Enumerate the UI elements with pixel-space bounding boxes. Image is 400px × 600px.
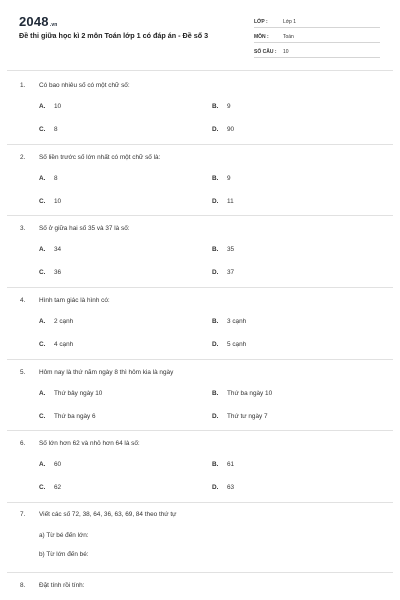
question-divider [7,430,393,431]
question-1-option-b[interactable]: 9 [227,103,231,110]
question-3-option-d[interactable]: 37 [227,269,235,276]
question-4-option-d-letter: D. [212,341,219,348]
question-4-option-d[interactable]: 5 cạnh [227,341,247,348]
question-1-text: Có bao nhiêu số có một chữ số: [39,82,130,89]
question-4-option-b[interactable]: 3 cạnh [227,318,247,325]
question-4-option-b-letter: B. [212,318,219,325]
question-7-text: Viết các số 72, 38, 64, 36, 63, 69, 84 theo thứ tự [39,511,177,518]
meta-count-value: 10 [283,49,289,55]
document-title: Đề thi giữa học kì 2 môn Toán lớp 1 có đáp án - Đề số 3 [19,31,209,40]
question-7-number: 7. [20,511,26,518]
question-3-option-d-letter: D. [212,269,219,276]
question-2-option-b-letter: B. [212,175,219,182]
question-8-number: 8. [20,582,26,589]
question-divider [7,359,393,360]
logo-suffix: .vn [49,22,58,28]
question-5-option-b[interactable]: Thứ ba ngày 10 [227,390,273,397]
logo-main: 2048 [19,14,49,29]
meta-class-value: Lớp 1 [283,19,297,25]
site-logo[interactable] [19,14,58,29]
question-2-number: 2. [20,154,26,161]
question-3-option-b-letter: B. [212,246,219,253]
header-divider [7,70,393,71]
meta-class-label: LỚP : [254,19,268,25]
question-6-option-a-letter: A. [39,461,46,468]
question-divider [7,287,393,288]
question-3-option-a[interactable]: 34 [54,246,62,253]
question-5-option-a-letter: A. [39,390,46,397]
question-2-option-c-letter: C. [39,198,46,205]
question-1-option-c-letter: C. [39,126,46,133]
question-1-option-a-letter: A. [39,103,46,110]
question-4-option-c[interactable]: 4 cạnh [54,341,74,348]
question-5-option-b-letter: B. [212,390,219,397]
question-3-option-c-letter: C. [39,269,46,276]
question-6-number: 6. [20,440,26,447]
question-5-option-d-letter: D. [212,413,219,420]
question-3-option-b[interactable]: 35 [227,246,235,253]
question-6-option-a[interactable]: 60 [54,461,62,468]
meta-subject-label: MÔN : [254,34,269,40]
question-2-option-d[interactable]: 11 [227,198,234,205]
meta-subject-row [254,29,380,43]
question-4-option-c-letter: C. [39,341,46,348]
question-1-option-d[interactable]: 90 [227,126,235,133]
question-5-number: 5. [20,369,26,376]
question-1-option-d-letter: D. [212,126,219,133]
question-divider [7,215,393,216]
meta-class-row [254,14,380,28]
question-4-text: Hình tam giác là hình có: [39,297,110,304]
question-5-option-d[interactable]: Thứ tư ngày 7 [227,413,268,420]
question-1-option-a[interactable]: 10 [54,103,62,110]
question-5-text: Hôm nay là thứ năm ngày 8 thì hôm kia là ngày [39,369,174,376]
question-3-option-c[interactable]: 36 [54,269,62,276]
meta-subject-value: Toán [283,34,294,40]
question-6-option-b[interactable]: 61 [227,461,235,468]
question-2-text: Số liền trước số lớn nhất có một chữ số là: [39,154,161,161]
document-header [0,0,400,70]
question-divider [7,572,393,573]
question-5-option-c-letter: C. [39,413,46,420]
question-2-option-a[interactable]: 8 [54,175,58,182]
question-1-number: 1. [20,82,26,89]
question-7-subitem-a: a) Từ bé đến lớn: [39,532,89,539]
question-3-option-a-letter: A. [39,246,46,253]
question-divider [7,502,393,503]
question-2-option-c[interactable]: 10 [54,198,62,205]
question-6-option-d-letter: D. [212,484,219,491]
question-3-text: Số ở giữa hai số 35 và 37 là số: [39,225,130,232]
question-5-option-a[interactable]: Thứ bảy ngày 10 [54,390,103,397]
question-2-option-b[interactable]: 9 [227,175,231,182]
question-1-option-b-letter: B. [212,103,219,110]
question-divider [7,144,393,145]
question-6-text: Số lớn hơn 62 và nhỏ hơn 64 là số: [39,440,140,447]
question-2-option-d-letter: D. [212,198,219,205]
question-4-option-a-letter: A. [39,318,46,325]
question-3-number: 3. [20,225,26,232]
meta-count-row [254,44,380,58]
question-4-option-a[interactable]: 2 cạnh [54,318,74,325]
question-5-option-c[interactable]: Thứ ba ngày 6 [54,413,96,420]
question-4-number: 4. [20,297,26,304]
question-6-option-c-letter: C. [39,484,46,491]
question-6-option-c[interactable]: 62 [54,484,62,491]
question-8-text: Đặt tính rồi tính: [39,582,85,589]
question-6-option-b-letter: B. [212,461,219,468]
question-2-option-a-letter: A. [39,175,46,182]
question-6-option-d[interactable]: 63 [227,484,235,491]
question-7-subitem-b: b) Từ lớn đến bé: [39,551,89,558]
question-1-option-c[interactable]: 8 [54,126,58,133]
meta-count-label: SỐ CÂU : [254,49,277,55]
